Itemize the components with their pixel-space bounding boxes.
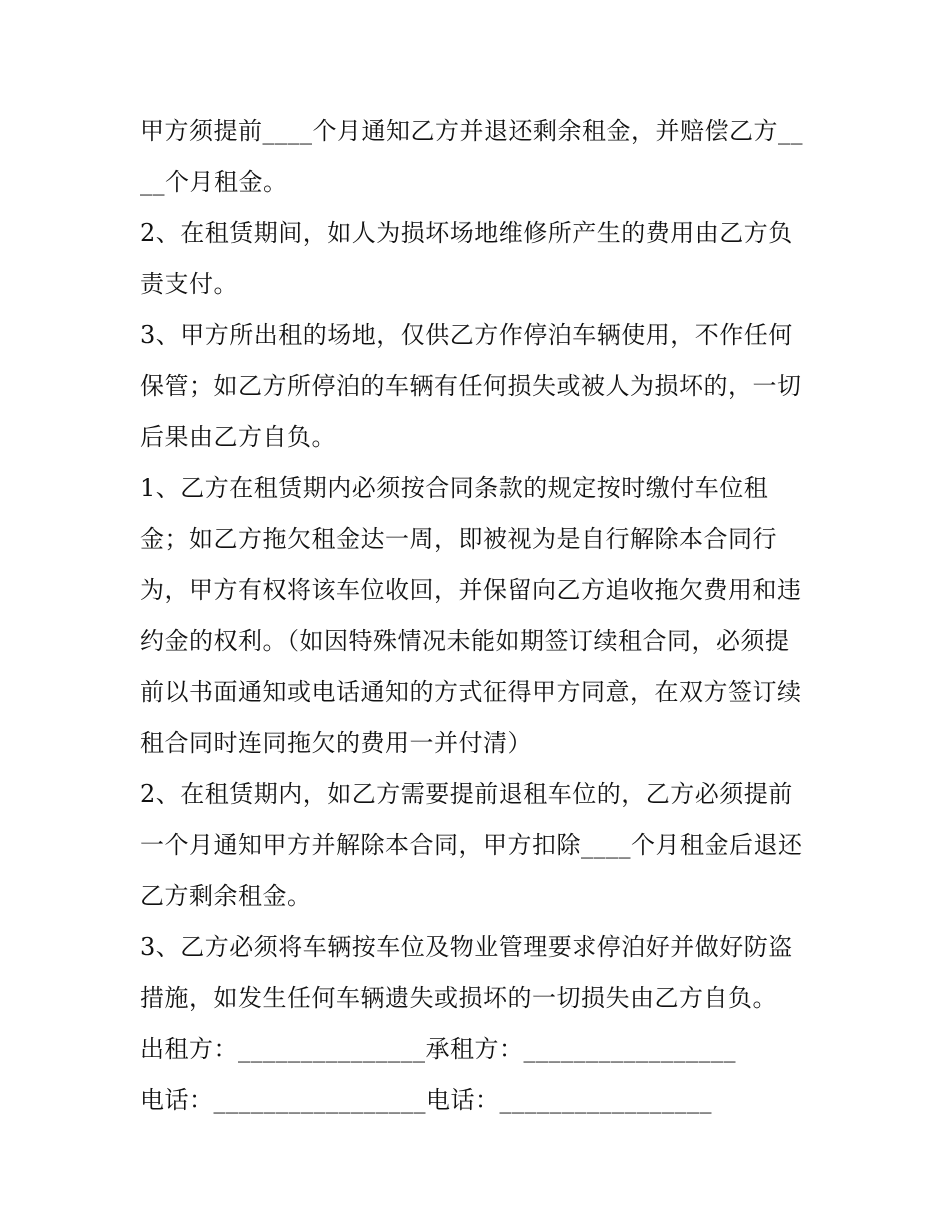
contract-body <box>140 106 812 1126</box>
clause-parking-only: 3、甲方所出租的场地，仅供乙方作停泊车辆使用，不作任何保管；如乙方所停泊的车辆有任何损失或被人为损坏的，一切后果由乙方自负。 <box>140 321 802 451</box>
clause-refund-notice: 甲方须提前____个月通知乙方并退还剩余租金，并赔偿乙方____个月租金。 <box>140 117 803 196</box>
signature-lessor-lessee: 出租方：_______________承租方：_________________ <box>140 1035 736 1063</box>
clause-theft-prevention: 3、乙方必须将车辆按车位及物业管理要求停泊好并做好防盗措施，如发生任何车辆遗失或损坏的一切损失由乙方自负。 <box>140 933 793 1012</box>
signature-phone: 电话：_________________电话：_________________ <box>140 1086 712 1114</box>
clause-damage-cost: 2、在租赁期间，如人为损坏场地维修所产生的费用由乙方负责支付。 <box>140 219 793 298</box>
clause-payment-terms: 1、乙方在租赁期内必须按合同条款的规定按时缴付车位租金；如乙方拖欠租金达一周，即被视为是自行解除本合同行为，甲方有权将该车位收回，并保留向乙方追收拖欠费用和违约金的权利。（如因特殊情况未能如期签订续租合同，必须提前以书面通知或电话通知的方式征得甲方同意，在双方签订续租合同时连同拖欠的费用一并付清） <box>140 474 802 757</box>
clause-early-termination: 2、在租赁期内，如乙方需要提前退租车位的，乙方必须提前一个月通知甲方并解除本合同，甲方扣除____个月租金后退还乙方剩余租金。 <box>140 780 803 910</box>
